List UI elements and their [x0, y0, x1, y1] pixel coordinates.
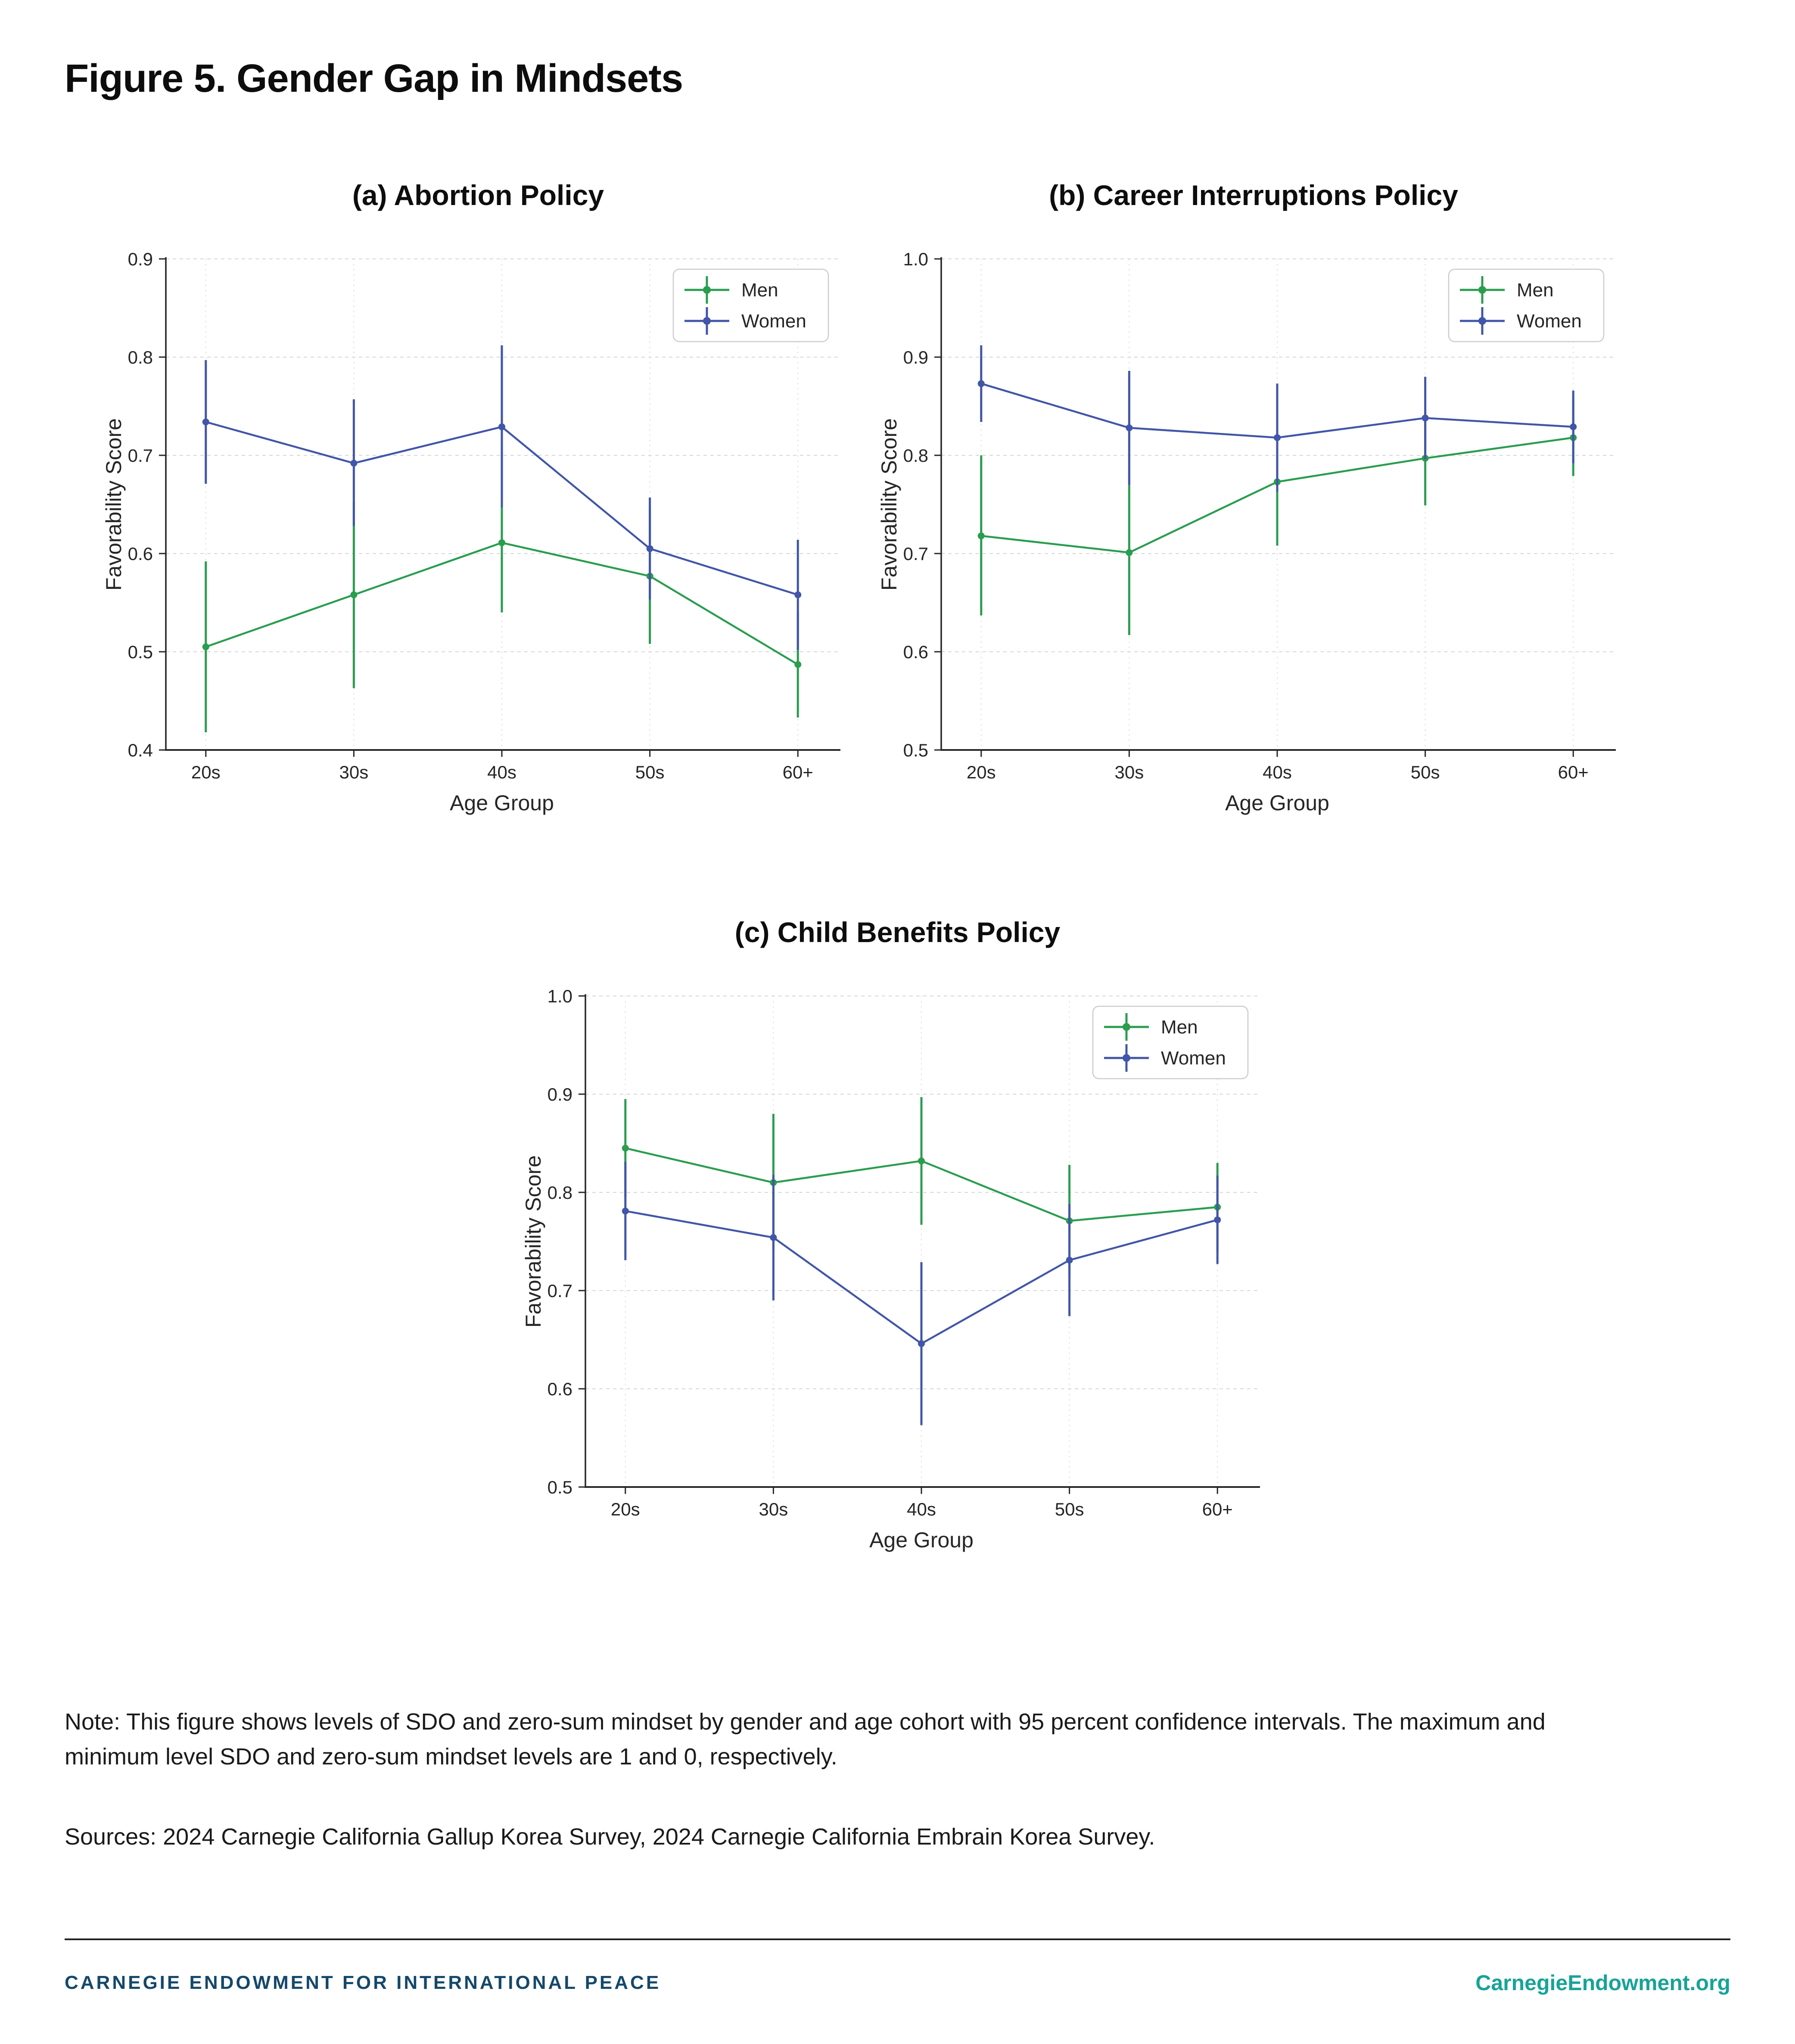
svg-text:0.9: 0.9: [547, 1084, 572, 1104]
chart-abortion-plot: [101, 229, 855, 817]
svg-text:Women: Women: [741, 311, 806, 332]
figure-note: Note: This figure shows levels of SDO and zero-sum mindset by gender and age cohort with 95 percent confidence intervals. The maximum and minimum level SDO and zero-sum mindset levels are 1 and 0, respectively.: [65, 1709, 1546, 1770]
footer-website-link[interactable]: CarnegieEndowment.org: [1475, 1971, 1730, 1995]
svg-text:50s: 50s: [1410, 762, 1440, 782]
svg-text:20s: 20s: [191, 762, 221, 782]
svg-text:Favorability Score: Favorability Score: [877, 418, 901, 591]
svg-text:50s: 50s: [635, 762, 665, 782]
svg-text:0.7: 0.7: [547, 1281, 572, 1301]
footer-org-name: CARNEGIE ENDOWMENT FOR INTERNATIONAL PEACE: [65, 1972, 661, 1993]
svg-text:0.7: 0.7: [128, 445, 153, 466]
legend: [1093, 1006, 1248, 1079]
svg-text:0.5: 0.5: [547, 1477, 572, 1497]
svg-text:0.4: 0.4: [128, 740, 153, 760]
svg-text:Age Group: Age Group: [1225, 791, 1329, 815]
svg-text:50s: 50s: [1055, 1499, 1084, 1519]
series-women: [978, 345, 1577, 492]
svg-text:Age Group: Age Group: [869, 1528, 974, 1552]
svg-text:1.0: 1.0: [903, 249, 928, 269]
svg-text:0.8: 0.8: [903, 445, 928, 466]
chart-career-plot: [877, 229, 1630, 817]
svg-text:Women: Women: [1517, 311, 1582, 332]
chart-abortion-block: [90, 179, 866, 817]
svg-text:0.8: 0.8: [128, 347, 153, 367]
svg-text:0.8: 0.8: [547, 1182, 572, 1203]
svg-text:40s: 40s: [1263, 762, 1292, 782]
svg-text:0.9: 0.9: [903, 347, 928, 367]
chart-childbenefits-plot: [521, 966, 1275, 1554]
svg-text:Men: Men: [741, 280, 778, 301]
svg-text:20s: 20s: [966, 762, 996, 782]
legend: [1449, 269, 1604, 342]
svg-text:Men: Men: [1517, 280, 1554, 301]
svg-text:0.5: 0.5: [128, 642, 153, 662]
svg-text:0.6: 0.6: [128, 544, 153, 564]
svg-text:1.0: 1.0: [547, 986, 572, 1006]
figure-sources: Sources: 2024 Carnegie California Gallup Korea Survey, 2024 Carnegie California Embrain Korea Survey.: [65, 1824, 1155, 1850]
page-footer: [65, 1970, 1730, 1995]
svg-text:0.5: 0.5: [903, 740, 928, 760]
svg-text:0.7: 0.7: [903, 544, 928, 564]
svg-text:Men: Men: [1160, 1017, 1198, 1038]
svg-text:0.9: 0.9: [128, 249, 153, 269]
svg-text:60+: 60+: [1558, 762, 1589, 782]
svg-text:0.6: 0.6: [903, 642, 928, 662]
figure-title: Figure 5. Gender Gap in Mindsets: [65, 56, 683, 100]
svg-text:30s: 30s: [1114, 762, 1144, 782]
svg-text:60+: 60+: [782, 762, 813, 782]
svg-text:Favorability Score: Favorability Score: [102, 418, 126, 591]
svg-text:40s: 40s: [487, 762, 516, 782]
chart-abortion-title: (a) Abortion Policy: [352, 179, 604, 211]
svg-text:20s: 20s: [610, 1499, 640, 1519]
chart-childbenefits-title: (c) Child Benefits Policy: [734, 916, 1061, 948]
svg-text:Favorability Score: Favorability Score: [521, 1155, 545, 1328]
svg-text:40s: 40s: [906, 1499, 936, 1519]
svg-text:0.6: 0.6: [547, 1379, 572, 1399]
svg-text:60+: 60+: [1202, 1499, 1233, 1519]
footer-divider: [65, 1938, 1730, 1940]
legend: [673, 269, 828, 342]
chart-childbenefits-block: [510, 916, 1285, 1554]
charts-row-bottom: [65, 916, 1730, 1554]
svg-text:Age Group: Age Group: [450, 791, 554, 815]
svg-text:30s: 30s: [759, 1499, 788, 1519]
chart-career-title: (b) Career Interruptions Policy: [1049, 179, 1458, 211]
charts-row-top: [90, 179, 1730, 817]
chart-career-block: [866, 179, 1641, 817]
svg-text:Women: Women: [1160, 1048, 1226, 1069]
svg-text:30s: 30s: [339, 762, 369, 782]
